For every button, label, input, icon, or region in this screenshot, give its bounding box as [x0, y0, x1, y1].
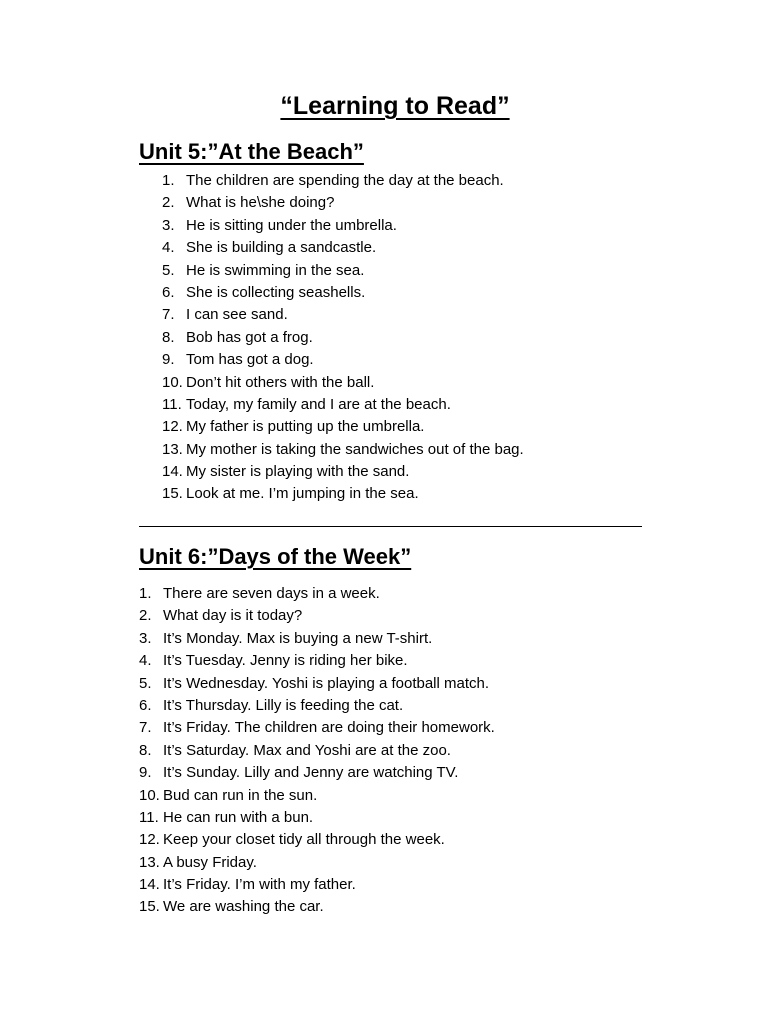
- item-number: 13.: [162, 440, 183, 458]
- item-text: It’s Tuesday. Jenny is riding her bike.: [163, 652, 408, 670]
- list-item: [162, 170, 524, 192]
- item-number: 14.: [162, 463, 183, 481]
- item-text: My father is putting up the umbrella.: [186, 418, 425, 436]
- item-number: 10.: [139, 786, 160, 804]
- list-item: [162, 439, 524, 461]
- item-number: 8.: [162, 328, 175, 346]
- item-number: 12.: [162, 418, 183, 436]
- item-text: She is building a sandcastle.: [186, 239, 377, 257]
- item-number: 15.: [162, 485, 183, 503]
- item-text: My sister is playing with the sand.: [186, 463, 410, 481]
- item-text: Look at me. I’m jumping in the sea.: [186, 485, 419, 503]
- list-item: [162, 483, 524, 505]
- item-text: The children are spending the day at the beach.: [186, 172, 504, 189]
- item-text: It’s Saturday. Max and Yoshi are at the zoo.: [163, 741, 451, 759]
- item-text: Keep your closet tidy all through the week.: [163, 831, 445, 849]
- list-item: [162, 215, 524, 237]
- item-text: Don’t hit others with the ball.: [186, 373, 375, 391]
- item-text: He can run with a bun.: [163, 808, 314, 826]
- item-text: Today, my family and I are at the beach.: [186, 395, 451, 413]
- item-text: It’s Friday. I’m with my father.: [163, 876, 356, 894]
- item-number: 7.: [162, 306, 175, 324]
- item-number: 6.: [139, 696, 152, 714]
- list-item: [139, 785, 495, 807]
- item-text: It’s Friday. The children are doing their homework.: [163, 719, 495, 737]
- list-item: [162, 237, 524, 259]
- item-number: 15.: [139, 898, 160, 916]
- item-number: 4.: [139, 652, 152, 670]
- list-item: [139, 628, 495, 650]
- list-item: [139, 583, 495, 605]
- list-item: [139, 874, 495, 896]
- item-text: She is collecting seashells.: [186, 283, 366, 301]
- item-number: 3.: [162, 216, 175, 234]
- item-number: 2.: [139, 607, 152, 625]
- list-item: [139, 650, 495, 672]
- item-number: 6.: [162, 283, 175, 301]
- item-number: 3.: [139, 629, 152, 647]
- item-number: 12.: [139, 831, 160, 849]
- item-text: What day is it today?: [163, 607, 303, 625]
- item-number: 14.: [139, 876, 160, 894]
- list-item: [139, 605, 495, 627]
- item-number: 4.: [162, 239, 175, 257]
- list-item: [162, 461, 524, 483]
- list-item: [139, 829, 495, 851]
- item-text: We are washing the car.: [163, 898, 324, 916]
- list-item: [139, 717, 495, 739]
- list-item: [139, 807, 495, 829]
- item-text: It’s Sunday. Lilly and Jenny are watching TV.: [163, 764, 459, 782]
- item-text: I can see sand.: [186, 306, 288, 324]
- list-item: [139, 762, 495, 784]
- item-text: A busy Friday.: [163, 853, 257, 871]
- document-title-text: “Learning to Read”: [280, 92, 510, 120]
- item-text: Bob has got a frog.: [186, 328, 313, 346]
- unit-5-heading: Unit 5:”At the Beach”: [139, 139, 364, 164]
- list-item: [139, 695, 495, 717]
- item-number: 8.: [139, 741, 152, 759]
- list-item: [139, 852, 495, 874]
- unit-5-sentence-list: [162, 170, 524, 506]
- list-item: [162, 372, 524, 394]
- item-text: My mother is taking the sandwiches out of the bag.: [186, 440, 524, 458]
- list-item: [162, 304, 524, 326]
- item-number: 9.: [162, 351, 175, 369]
- item-number: 1.: [139, 585, 152, 602]
- list-item: [162, 260, 524, 282]
- list-item: [162, 349, 524, 371]
- item-text: He is swimming in the sea.: [186, 261, 365, 279]
- list-item: [139, 740, 495, 762]
- list-item: [139, 673, 495, 695]
- unit-6-heading: Unit 6:”Days of the Week”: [139, 544, 412, 569]
- item-text: It’s Wednesday. Yoshi is playing a football match.: [163, 674, 490, 692]
- item-text: What is he\she doing?: [186, 194, 335, 212]
- list-item: [162, 327, 524, 349]
- item-number: 9.: [139, 764, 152, 782]
- item-number: 11.: [162, 395, 182, 413]
- item-number: 11.: [139, 808, 159, 826]
- item-text: He is sitting under the umbrella.: [186, 216, 397, 234]
- item-number: 5.: [139, 674, 152, 692]
- list-item: [139, 896, 495, 918]
- list-item: [162, 394, 524, 416]
- document-title: [0, 90, 768, 122]
- list-item: [162, 282, 524, 304]
- item-text: It’s Monday. Max is buying a new T-shirt.: [163, 629, 433, 647]
- item-text: There are seven days in a week.: [163, 585, 380, 602]
- item-text: Bud can run in the sun.: [163, 786, 318, 804]
- unit-6-sentence-list: [139, 583, 495, 919]
- item-number: 5.: [162, 261, 175, 279]
- section-divider: [139, 526, 642, 527]
- list-item: [162, 192, 524, 214]
- item-text: Tom has got a dog.: [186, 351, 314, 369]
- item-number: 1.: [162, 172, 175, 189]
- item-text: It’s Thursday. Lilly is feeding the cat.: [163, 696, 404, 714]
- item-number: 13.: [139, 853, 160, 871]
- item-number: 2.: [162, 194, 175, 212]
- item-number: 10.: [162, 373, 183, 391]
- item-number: 7.: [139, 719, 152, 737]
- list-item: [162, 416, 524, 438]
